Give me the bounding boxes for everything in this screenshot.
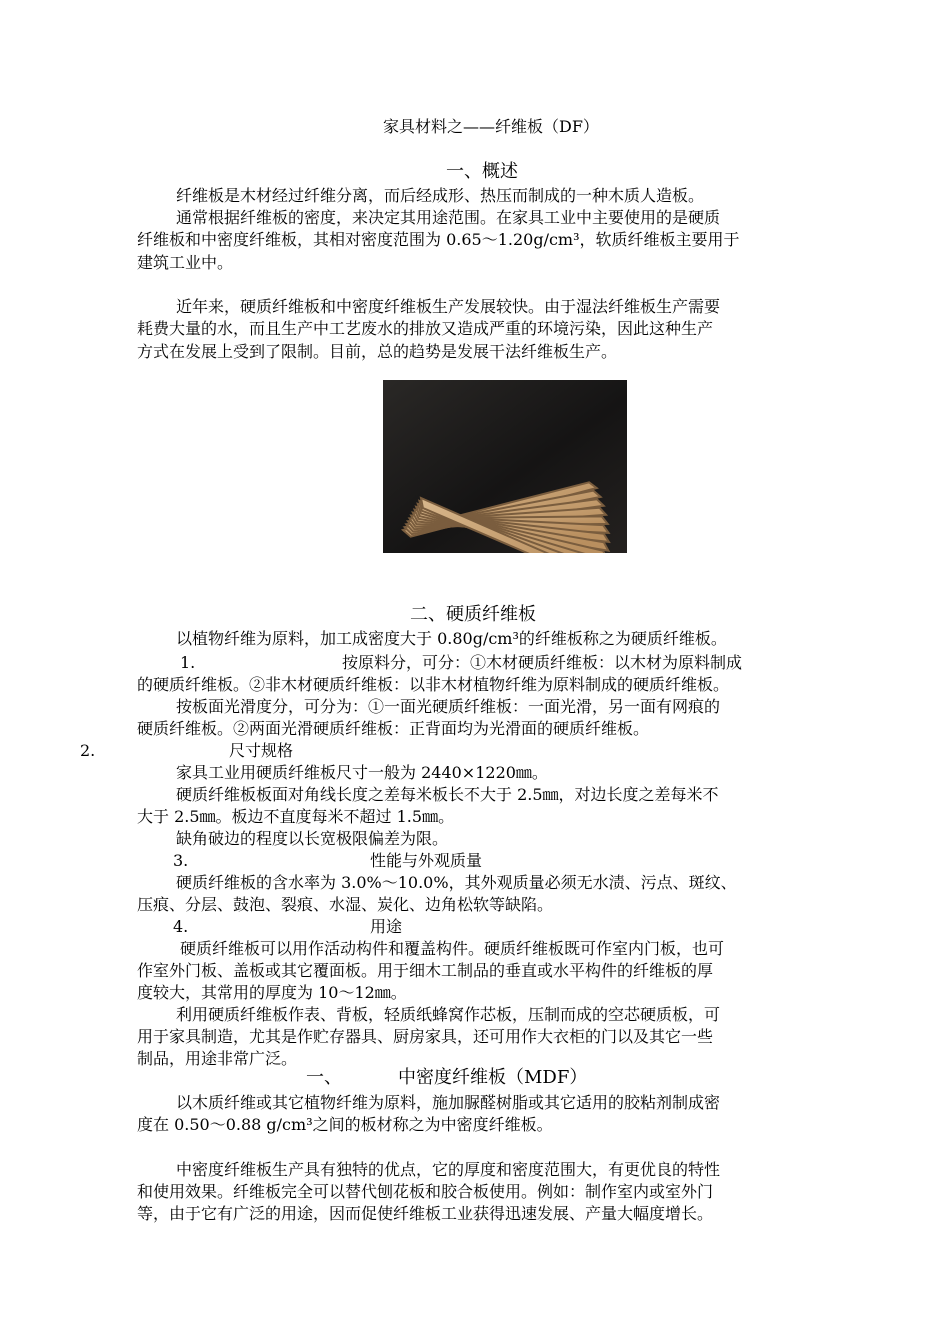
section3-p2-line3: 等，由于它有广泛的用途，因而促使纤维板工业获得迅速发展、产量大幅度增长。 [137,1204,714,1223]
section1-p1: 纤维板是木材经过纤维分离，而后经成形、热压而制成的一种木质人造板。 [176,186,705,205]
item4-line2: 作室外门板、盖板或其它覆面板。用于细木工制品的垂直或水平构件的纤维板的厚 [137,961,714,980]
item1-line3: 按板面光滑度分，可分为：①一面光硬质纤维板：一面光滑，另一面有网痕的 [176,697,721,716]
item3-line1: 硬质纤维板的含水率为 3.0%～10.0%，其外观质量必须无水渍、污点、斑纹、 [176,873,737,892]
item3-number: 3. [173,851,189,870]
section1-heading: 一、概述 [446,161,518,182]
section2-heading: 二、硬质纤维板 [410,604,536,625]
section1-p2-line3: 建筑工业中。 [137,253,234,272]
fiberboard-stack-photo [383,380,627,553]
section1-p3-line2: 耗费大量的水，而且生产中工艺废水的排放又造成严重的环境污染，因此这种生产 [137,319,714,338]
item3-line2: 压痕、分层、鼓泡、裂痕、水湿、炭化、边角松软等缺陷。 [137,895,554,914]
item1-line4: 硬质纤维板。②两面光滑硬质纤维板：正背面均为光滑面的硬质纤维板。 [137,719,650,738]
fiberboard-stack-illustration [383,380,627,553]
section1-p3-line3: 方式在发展上受到了限制。目前，总的趋势是发展干法纤维板生产。 [137,342,618,361]
item4-line6: 制品，用途非常广泛。 [137,1049,298,1068]
item1-line1: 按原料分，可分：①木材硬质纤维板：以木材为原料制成 [342,653,743,672]
item2-title: 尺寸规格 [229,741,294,760]
section3-p1-line2: 度在 0.50～0.88 g/cm³之间的板材称之为中密度纤维板。 [137,1115,553,1134]
section3-p2-line2: 和使用效果。纤维板完全可以替代刨花板和胶合板使用。例如：制作室内或室外门 [137,1182,714,1201]
document-title: 家具材料之——纤维板（DF） [383,117,599,136]
item1-line2: 的硬质纤维板。②非木材硬质纤维板：以非木材植物纤维为原料制成的硬质纤维板。 [137,675,730,694]
section3-p2-line1: 中密度纤维板生产具有独特的优点，它的厚度和密度范围大，有更优良的特性 [176,1160,721,1179]
section1-p2-line1: 通常根据纤维板的密度，来决定其用途范围。在家具工业中主要使用的是硬质 [176,208,721,227]
section1-p2-line2: 纤维板和中密度纤维板，其相对密度范围为 0.65～1.20g/cm³，软质纤维板主要用于 [137,230,740,249]
item1-number: 1. [180,653,196,672]
item4-line5: 用于家具制造，尤其是作贮存器具、厨房家具，还可用作大衣柜的门以及其它一些 [137,1027,714,1046]
item4-line1: 硬质纤维板可以用作活动构件和覆盖构件。硬质纤维板既可作室内门板，也可 [180,939,725,958]
section1-p3-line1: 近年来，硬质纤维板和中密度纤维板生产发展较快。由于湿法纤维板生产需要 [176,297,721,316]
section3-p1-line1: 以木质纤维或其它植物纤维为原料，施加脲醛树脂或其它适用的胶粘剂制成密 [176,1093,721,1112]
item3-title: 性能与外观质量 [370,851,483,870]
item4-title: 用途 [370,917,403,936]
item4-number: 4. [173,917,189,936]
section2-intro: 以植物纤维为原料，加工成密度大于 0.80g/cm³的纤维板称之为硬质纤维板。 [176,629,727,648]
item4-line4: 利用硬质纤维板作表、背板，轻质纸蜂窝作芯板，压制而成的空芯硬质板，可 [176,1005,721,1024]
item4-line3: 度较大，其常用的厚度为 10～12㎜。 [137,983,407,1002]
item2-number: 2. [80,741,96,760]
item2-line2: 硬质纤维板板面对角线长度之差每米板长不大于 2.5㎜，对边长度之差每米不 [176,785,719,804]
item2-line1: 家具工业用硬质纤维板尺寸一般为 2440×1220㎜。 [176,763,548,782]
section3-heading-number: 一、 [306,1067,342,1088]
section3-heading: 中密度纤维板（MDF） [398,1067,588,1088]
item2-line4: 缺角破边的程度以长宽极限偏差为限。 [176,829,449,848]
item2-line3: 大于 2.5㎜。板边不直度每米不超过 1.5㎜。 [137,807,455,826]
